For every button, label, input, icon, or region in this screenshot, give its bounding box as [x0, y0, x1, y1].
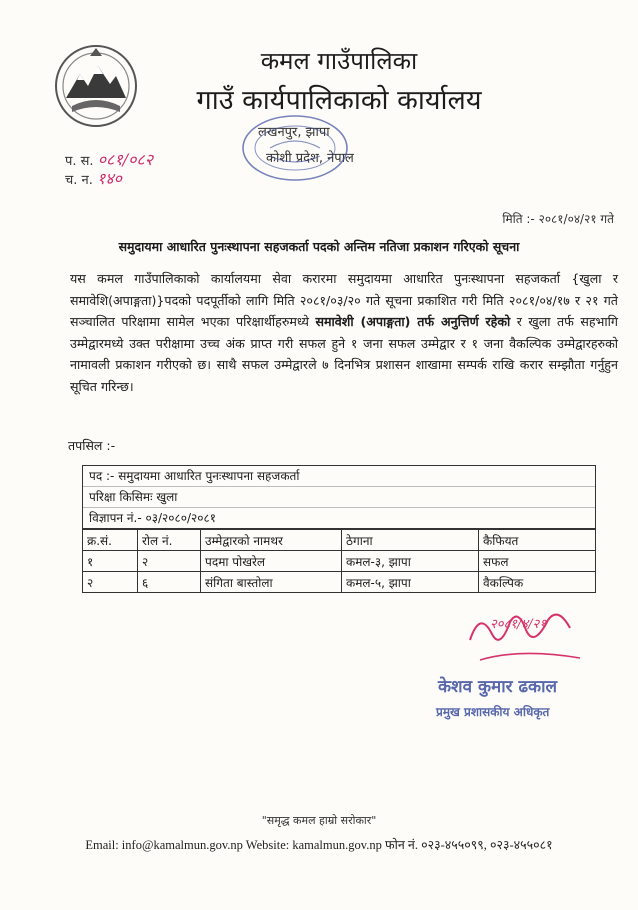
column-header: ठेगाना	[342, 530, 479, 551]
stamp-name: केशव कुमार ढकाल	[438, 677, 558, 697]
table-cell: कमल-५, झापा	[342, 572, 479, 593]
notice-body	[70, 268, 618, 398]
footer-contact: Email: info@kamalmun.gov.np Website: kamalmun.gov.np फोन नं. ०२३-४५५०९९, ०२३-४५५०८१	[85, 838, 553, 852]
result-table	[82, 465, 596, 593]
body-part-2: र खुला तर्फ सहभागि उम्मेद्वारमध्ये उक्त परीक्षामा उच्च अंक प्राप्त गरी सफल हुने १ जना सफल उम्मेद्वार र १ जना वैकल्पिक उम्मेद्वारहरुको नामावली प्रकाशन गरीएको छ। साथै सफल उम्मेद्वारले ७ दिनभित्र प्रशासन शाखामा सम्पर्क राखि करार सम्झौता गर्नुहुन सूचित गरिन्छ।	[70, 314, 618, 394]
stamp-title: प्रमुख प्रशासकीय अधिकृत	[436, 705, 550, 719]
column-header: कैफियत	[479, 530, 596, 551]
column-header: रोल नं.	[138, 530, 201, 551]
notice-subject: समुदायमा आधारित पुनःस्थापना सहजकर्ता पदको अन्तिम नतिजा प्रकाशन गरिएको सूचना	[118, 239, 520, 254]
table-cell: संगिता बास्तोला	[201, 572, 342, 593]
table-cell: १	[83, 551, 138, 572]
organization-name: कमल गाउँपालिका	[260, 47, 418, 75]
patra-sankhya-value: ०८१/०८२	[97, 150, 154, 169]
table-row	[83, 572, 595, 593]
chalani-label: च. न.	[65, 173, 93, 188]
patra-sankhya-label: प. स.	[65, 154, 94, 169]
table-cell: कमल-३, झापा	[342, 551, 479, 572]
table-cell: पदमा पोखरेल	[201, 551, 342, 572]
body-part-1: यस कमल गाउँपालिकाको कार्यालयमा सेवा करारमा समुदायमा आधारित पुनःस्थापना सहजकर्ता {खुला र समावेशि(अपाङ्गता)}पदको पदपूर्तीको लागि मिति २०८१/०३/२० गते सूचना प्रकाशित गरी मिति २०८१/०४/१७ र २१ गते सञ्चालित परिक्षामा सामेल भएका परिक्षार्थीहरुमध्ये	[70, 271, 618, 330]
chalani-value: १४०	[97, 169, 122, 188]
body-bold-phrase: समावेशी (अपाङ्गता) तर्फ अनुत्तिर्ण रहेको	[315, 314, 511, 330]
candidate-table	[83, 529, 595, 592]
address-line-1: लखनपुर, झापा	[258, 125, 330, 140]
office-name: गाउँ कार्यपालिकाको कार्यालय	[196, 85, 482, 116]
column-header: उम्मेद्वारको नामथर	[201, 530, 342, 551]
table-cell: २	[83, 572, 138, 593]
table-cell: २	[138, 551, 201, 572]
notice-date: मिति :- २०८१/०४/२१ गते	[502, 212, 614, 226]
table-row	[83, 551, 595, 572]
tapasil-label: तपसिल :-	[68, 438, 116, 453]
signature-stamp-icon	[430, 600, 610, 730]
table-cell: ६	[138, 572, 201, 593]
column-header: क्र.सं.	[83, 530, 138, 551]
signature-initials: २०८१/४/२१	[490, 617, 547, 632]
exam-type-line: परिक्षा किसिमः खुला	[83, 487, 595, 508]
table-header-row	[83, 530, 595, 551]
table-cell: सफल	[479, 551, 596, 572]
footer-slogan: "समृद्ध कमल हाम्रो सरोकार"	[261, 814, 377, 827]
table-cell: वैकल्पिक	[479, 572, 596, 593]
chalani-number	[65, 167, 122, 189]
post-line: पद :- समुदायमा आधारित पुनःस्थापना सहजकर्ता	[83, 466, 595, 487]
advert-line: विज्ञापन नं.- ०३/२०८०/२०८१	[83, 508, 595, 529]
office-stamp-icon	[240, 112, 350, 184]
address-line-2: कोशी प्रदेश, नेपाल	[266, 151, 354, 166]
